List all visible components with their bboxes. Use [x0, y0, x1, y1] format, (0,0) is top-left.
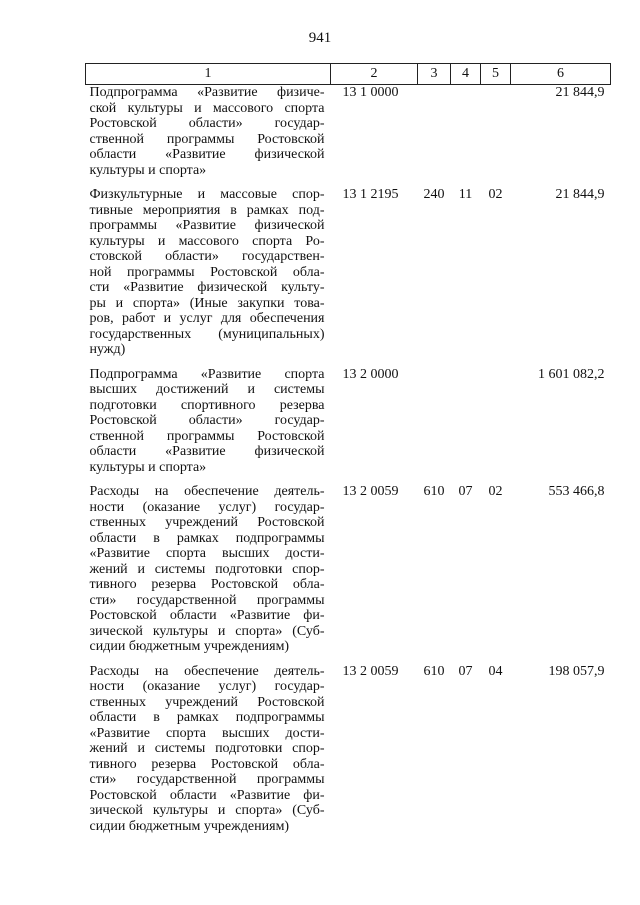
spacer-cell	[86, 475, 331, 484]
spacer-cell	[418, 475, 451, 484]
row-name-line: сти» государственной программы	[89, 772, 325, 787]
row-name-line: ров, работ и услуг для обеспечения	[89, 311, 325, 326]
row-vr-cell	[418, 367, 451, 476]
spacer-cell	[451, 475, 481, 484]
row-name-line: области «Развитие физической	[89, 444, 325, 459]
table-row	[86, 187, 611, 358]
row-name-cell	[86, 187, 331, 358]
row-spacer	[86, 358, 611, 367]
row-pr-cell: 04	[488, 663, 503, 679]
row-name-line: жений и системы подготовки спор-	[89, 741, 325, 756]
row-pr-cell: 02	[488, 187, 503, 202]
row-name-line: Расходы на обеспечение деятель-	[89, 663, 325, 679]
row-rz-cell: 11	[458, 187, 473, 202]
row-name-line: сти «Развитие физической культу-	[89, 280, 325, 295]
row-name-line: области в рамках подпрограммы	[89, 530, 325, 546]
row-name-line: сидии бюджетным учреждениям)	[89, 818, 290, 834]
row-name-line: ственных учреждений Ростовской	[89, 515, 325, 530]
row-name-line: тивные мероприятия в рамках под-	[89, 202, 325, 218]
row-name-line: культуры и спорта»	[89, 459, 207, 475]
header-col-1: 1	[86, 64, 331, 85]
row-name-line: стовской области» государствен-	[89, 249, 325, 264]
row-name-line: области «Развитие физической	[89, 147, 325, 162]
row-amount-cell: 198 057,9	[548, 663, 605, 679]
row-rz-cell: 07	[458, 663, 473, 679]
spacer-cell	[331, 178, 418, 187]
row-name-line: Расходы на обеспечение деятель-	[89, 484, 325, 499]
spacer-cell	[86, 178, 331, 187]
row-vr-cell	[418, 85, 451, 179]
spacer-cell	[511, 178, 611, 187]
header-row	[86, 64, 611, 85]
row-name-line: программы «Развитие физической	[89, 218, 325, 233]
row-name-line: области в рамках подпрограммы	[89, 710, 325, 725]
row-vr-cell: 610	[423, 663, 445, 679]
spacer-cell	[481, 655, 511, 664]
header-col-4: 4	[451, 64, 481, 85]
row-name-line: Ростовской области «Развитие фи-	[89, 787, 325, 803]
row-rz-cell: 07	[458, 484, 473, 499]
row-code-cell: 13 2 0059	[342, 484, 399, 499]
spacer-cell	[481, 475, 511, 484]
header-col-3: 3	[418, 64, 451, 85]
row-name-cell	[86, 367, 331, 476]
row-name-line: Подпрограмма «Развитие спорта	[89, 366, 325, 382]
row-name-line: культуры и спорта»	[89, 162, 207, 178]
spacer-cell	[511, 358, 611, 367]
header-col-2: 2	[331, 64, 418, 85]
spacer-cell	[86, 655, 331, 664]
spacer-cell	[331, 475, 418, 484]
row-name-cell	[86, 85, 331, 179]
row-name-line: культуры и массового спорта Ро-	[89, 233, 325, 249]
row-name-line: ры и спорта» (Иные закупки това-	[89, 295, 325, 311]
row-spacer	[86, 178, 611, 187]
row-name-line: государственных (муниципальных)	[89, 326, 325, 342]
table-row	[86, 664, 611, 835]
spacer-cell	[451, 358, 481, 367]
row-name-line: зической культуры и спорта» (Суб-	[89, 623, 325, 639]
row-name-line: Подпрограмма «Развитие физиче-	[89, 85, 325, 100]
row-amount-cell: 1 601 082,2	[538, 366, 605, 382]
table-row	[86, 367, 611, 476]
row-name-line: Ростовской области» государ-	[89, 413, 325, 428]
spacer-cell	[511, 475, 611, 484]
row-name-cell	[86, 484, 331, 655]
spacer-cell	[481, 178, 511, 187]
row-code-cell: 13 1 2195	[342, 187, 399, 202]
row-name-line: ственной программы Ростовской	[89, 428, 325, 444]
row-name-line: ской культуры и массового спорта	[89, 100, 325, 116]
table-row	[86, 85, 611, 179]
row-name-line: жений и системы подготовки спор-	[89, 561, 325, 577]
row-name-line: «Развитие спорта высших дости-	[89, 725, 325, 741]
row-name-line: «Развитие спорта высших дости-	[89, 546, 325, 561]
spacer-cell	[418, 655, 451, 664]
row-name-line: тивного резерва Ростовской обла-	[89, 756, 325, 772]
row-name-line: ности (оказание услуг) государ-	[89, 679, 325, 694]
row-vr-cell: 240	[423, 187, 445, 202]
row-rz-cell	[451, 367, 481, 476]
spacer-cell	[418, 358, 451, 367]
spacer-cell	[451, 655, 481, 664]
row-name-line: подготовки спортивного резерва	[89, 397, 325, 413]
row-name-line: сидии бюджетным учреждениям)	[89, 639, 290, 654]
row-name-line: высших достижений и системы	[89, 382, 325, 397]
table-body	[86, 85, 611, 835]
spacer-cell	[331, 358, 418, 367]
row-spacer	[86, 655, 611, 664]
row-name-cell	[86, 664, 331, 835]
row-code-cell: 13 2 0059	[342, 663, 399, 679]
budget-table	[85, 63, 611, 834]
row-code-cell: 13 2 0000	[342, 366, 399, 382]
row-name-line: зической культуры и спорта» (Суб-	[89, 803, 325, 818]
row-name-line: Ростовской области «Развитие фи-	[89, 608, 325, 623]
row-name-line: нужд)	[89, 342, 126, 357]
row-name-line: ности (оказание услуг) государ-	[89, 499, 325, 515]
header-col-6: 6	[511, 64, 611, 85]
row-name-line: Физкультурные и массовые спор-	[89, 187, 325, 202]
spacer-cell	[451, 178, 481, 187]
header-col-5: 5	[481, 64, 511, 85]
row-pr-cell	[481, 85, 511, 179]
table-row	[86, 484, 611, 655]
spacer-cell	[418, 178, 451, 187]
row-amount-cell: 21 844,9	[555, 85, 605, 100]
row-pr-cell	[481, 367, 511, 476]
spacer-cell	[86, 358, 331, 367]
page-number: 941	[308, 30, 332, 46]
row-spacer	[86, 475, 611, 484]
row-name-line: ственной программы Ростовской	[89, 131, 325, 147]
row-name-line: сти» государственной программы	[89, 592, 325, 608]
spacer-cell	[481, 358, 511, 367]
row-name-line: ной программы Ростовской обла-	[89, 264, 325, 280]
row-amount-cell: 553 466,8	[548, 484, 605, 499]
row-amount-cell: 21 844,9	[555, 187, 605, 202]
row-vr-cell: 610	[423, 484, 445, 499]
spacer-cell	[511, 655, 611, 664]
spacer-cell	[331, 655, 418, 664]
row-name-line: тивного резерва Ростовской обла-	[89, 577, 325, 592]
row-rz-cell	[451, 85, 481, 179]
row-code-cell: 13 1 0000	[342, 85, 399, 100]
row-name-line: ственных учреждений Ростовской	[89, 694, 325, 710]
row-name-line: Ростовской области» государ-	[89, 116, 325, 131]
row-pr-cell: 02	[488, 484, 503, 499]
